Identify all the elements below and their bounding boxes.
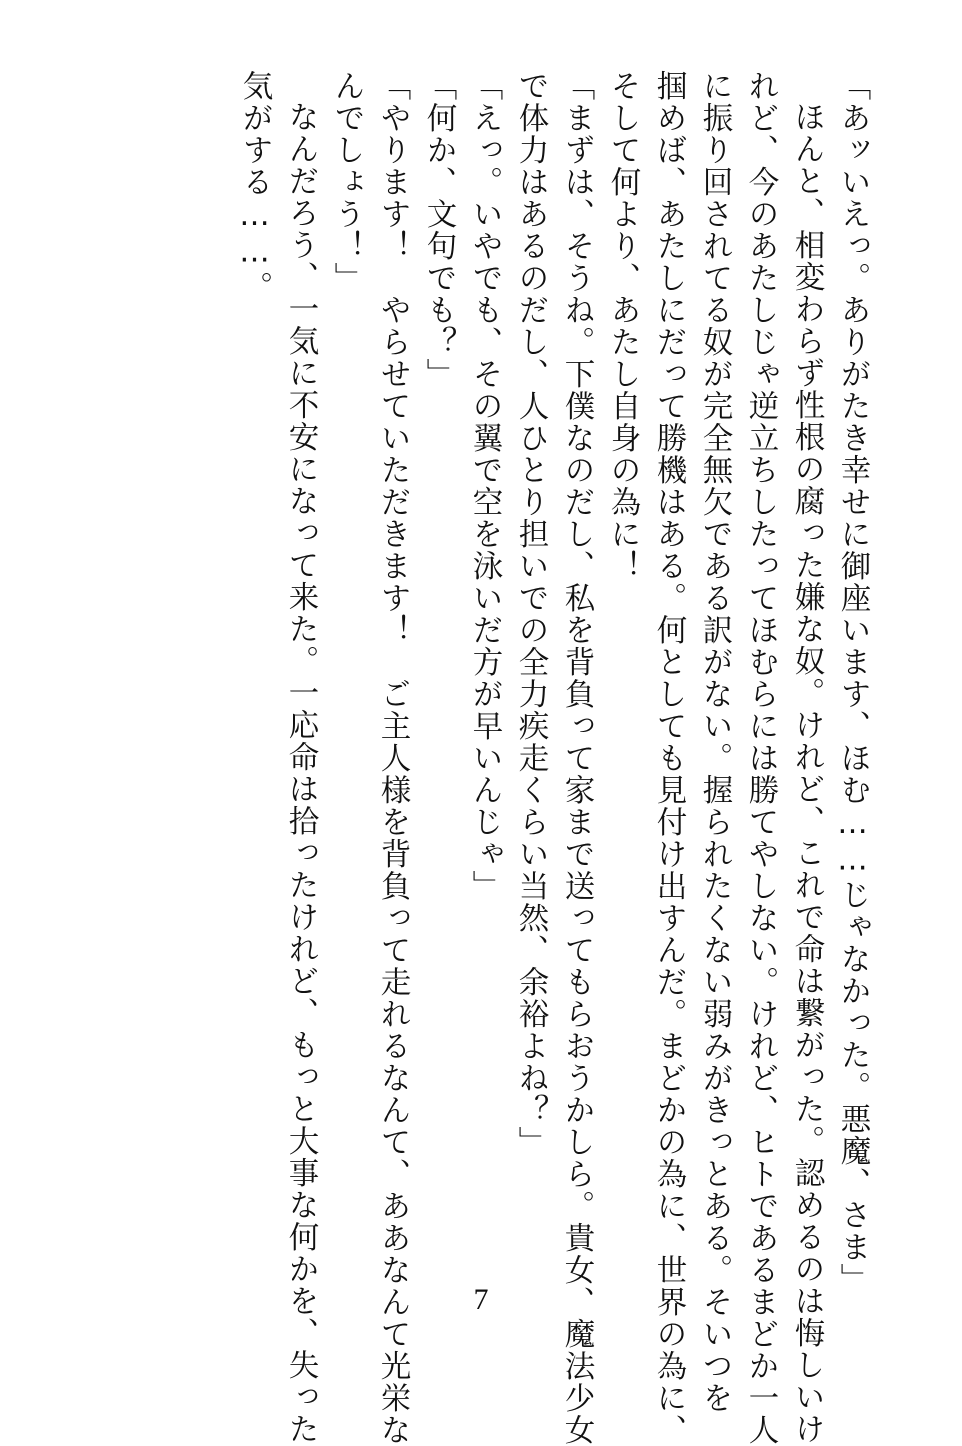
text-line-7: 「まずは、そうね。下僕なのだし、私を背負って家まで送ってもらおうかしら。貴女、魔法少女 — [559, 70, 594, 1446]
text-line-3: れど、今のあたしじゃ逆立ちしたってほむらには勝てやしない。けれど、ヒトであるまどか一人 — [743, 70, 778, 1446]
text-line-2: ほんと、相変わらず性根の腐った嫌な奴。けれど、これで命は繋がった。認めるのは悔しいけ — [789, 101, 824, 1445]
text-line-5: 掴めば、あたしにだって勝機はある。何としても見付け出すんだ。まどかの為に、世界の為に、 — [651, 70, 686, 1446]
text-line-14: 気がする……。 — [237, 70, 272, 303]
text-line-12: んでしょう！」 — [329, 70, 364, 294]
text-line-4: に振り回されてる奴が完全無欠である訳がない。握られたくない弱みがきっとある。そいつを — [697, 70, 732, 1414]
text-line-9: 「えっ。いやでも、その翼で空を泳いだ方が早いんじゃ」 — [467, 70, 502, 902]
vertical-text-body — [210, 70, 870, 1446]
text-line-10: 「何か、文句でも？」 — [421, 70, 456, 390]
page-number: 7 — [473, 1283, 489, 1316]
text-line-1: 「あッいえっ。ありがたき幸せに御座います、ほむ……じゃなかった。悪魔、さま」 — [835, 70, 870, 1295]
text-line-11: 「やります！ やらせていただきます！ ご主人様を背負って走れるなんて、ああなんて光栄な — [375, 70, 410, 1446]
text-line-6: そして何より、あたし自身の為に！ — [605, 70, 640, 582]
text-line-13: なんだろう、一気に不安になって来た。一応命は拾ったけれど、もっと大事な何かを、失った — [283, 101, 318, 1445]
text-line-8: で体力はあるのだし、人ひとり担いでの全力疾走くらい当然、余裕よね？」 — [513, 70, 548, 1158]
